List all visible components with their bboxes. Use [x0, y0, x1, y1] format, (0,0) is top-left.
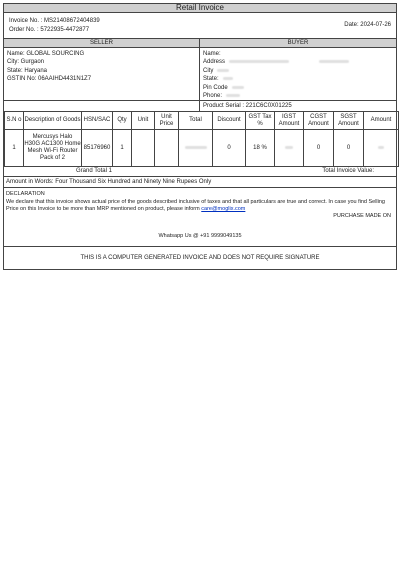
invoice-date-label: Date: — [344, 22, 359, 28]
buyer-name-row — [203, 50, 394, 58]
buyer-city-label: City — [203, 67, 214, 74]
whatsapp-contact: Whatsapp Us @ +91 9999049135 — [158, 233, 242, 240]
seller-city: City: Gurgaon — [7, 59, 45, 66]
buyer-pin-label: Pin Code — [203, 84, 228, 91]
table-row — [5, 130, 399, 167]
cell-amount — [364, 130, 399, 167]
purchase-made-on: PURCHASE MADE ON — [333, 213, 391, 220]
col-cgst: CGST Amount — [304, 112, 334, 130]
redacted-pin — [232, 86, 244, 89]
col-amount: Amount — [364, 112, 399, 130]
redacted-address — [229, 60, 289, 63]
cell-sgst: 0 — [334, 130, 364, 167]
grand-total: Grand Total 1 — [76, 168, 112, 175]
col-unit-price: Unit Price — [155, 112, 179, 130]
seller-gstin: GSTIN No: 06AAIHD4431N1Z7 — [7, 76, 92, 83]
col-hsn: HSN/SAC — [82, 112, 113, 130]
total-invoice-value: Total Invoice Value: — [322, 168, 374, 175]
cell-unit — [132, 130, 155, 167]
cell-cgst: 0 — [304, 130, 334, 167]
declaration-title: DECLARATION — [6, 191, 45, 198]
cell-hsn: 85176960 — [82, 130, 113, 167]
invoice-number-label: Invoice No. : — [9, 18, 43, 24]
product-serial: Product Serial : 221C6C0X01225 — [203, 103, 292, 110]
seller-state: State: Haryana — [7, 67, 48, 74]
cell-description: Mercusys Halo H30G AC1300 Home Mesh Wi-Fi Router Pack of 2 — [24, 130, 82, 167]
footer-note: THIS IS A COMPUTER GENERATED INVOICE AND DOES NOT REQUIRE SIGNATURE — [80, 255, 320, 262]
invoice-meta — [4, 13, 396, 39]
col-description: Description of Goods — [24, 112, 82, 130]
product-serial-row — [4, 100, 396, 111]
col-sno: S.N o — [5, 112, 24, 130]
col-sgst: SGST Amount — [334, 112, 364, 130]
cell-sno: 1 — [5, 130, 24, 167]
buyer-address-row — [203, 58, 394, 66]
redacted-phone — [226, 94, 240, 97]
col-discount: Discount — [213, 112, 246, 130]
order-number-row — [9, 26, 100, 35]
invoice-number: MS21408672404839 — [44, 18, 100, 24]
declaration-section — [4, 188, 396, 247]
invoice-date: 2024-07-26 — [360, 22, 391, 28]
cell-unit-price — [155, 130, 179, 167]
buyer-address-label: Address — [203, 59, 226, 66]
declaration-text: We declare that this invoice shows actual price of the goods described inclusive of taxes and that all particulars are true and correct. In case you find Selling Price on this Invoice to be more than MRP mentioned on product, please inform — [6, 198, 385, 213]
cell-gst: 18 % — [246, 130, 275, 167]
declaration-text-block — [6, 199, 394, 214]
buyer-name-label: Name: — [203, 51, 221, 57]
buyer-header: BUYER — [200, 39, 396, 48]
col-unit: Unit — [132, 112, 155, 130]
buyer-state-label: State: — [203, 76, 219, 83]
support-email-link[interactable]: care@moglix.com — [201, 206, 246, 213]
totals-row — [4, 167, 396, 177]
items-table — [4, 111, 399, 167]
redacted-amount — [378, 146, 384, 149]
order-number-label: Order No. : — [9, 26, 39, 33]
cell-qty: 1 — [113, 130, 132, 167]
redacted-address-2 — [319, 60, 349, 63]
invoice-date-row — [344, 22, 391, 28]
seller-name: Name: GLOBAL SOURCING — [7, 51, 85, 57]
col-igst: IGST Amount — [275, 112, 304, 130]
amount-in-words: Amount in Words: Four Thousand Six Hundred and Ninety Nine Rupees Only — [4, 177, 396, 188]
col-total: Total — [179, 112, 213, 130]
cell-discount: 0 — [213, 130, 246, 167]
seller-header: SELLER — [4, 39, 199, 48]
parties-section — [4, 39, 396, 100]
redacted-city — [217, 69, 229, 72]
buyer-section — [200, 39, 396, 100]
col-qty: Qty — [113, 112, 132, 130]
buyer-phone-label: Phone: — [203, 93, 223, 100]
invoice-title: Retail Invoice — [4, 4, 396, 13]
buyer-state-row — [203, 75, 394, 83]
table-header-row — [5, 112, 399, 130]
redacted-state — [223, 77, 233, 80]
buyer-pin-row — [203, 84, 394, 92]
redacted-total — [185, 146, 207, 149]
order-number: 5722935-4472877 — [40, 26, 90, 33]
buyer-phone-row — [203, 92, 394, 100]
buyer-city-row — [203, 67, 394, 75]
invoice-number-row — [9, 17, 100, 26]
seller-section — [4, 39, 200, 100]
redacted-igst — [285, 146, 293, 149]
invoice-container — [3, 3, 397, 270]
col-gst: GST Tax % — [246, 112, 275, 130]
cell-total — [179, 130, 213, 167]
cell-igst — [275, 130, 304, 167]
